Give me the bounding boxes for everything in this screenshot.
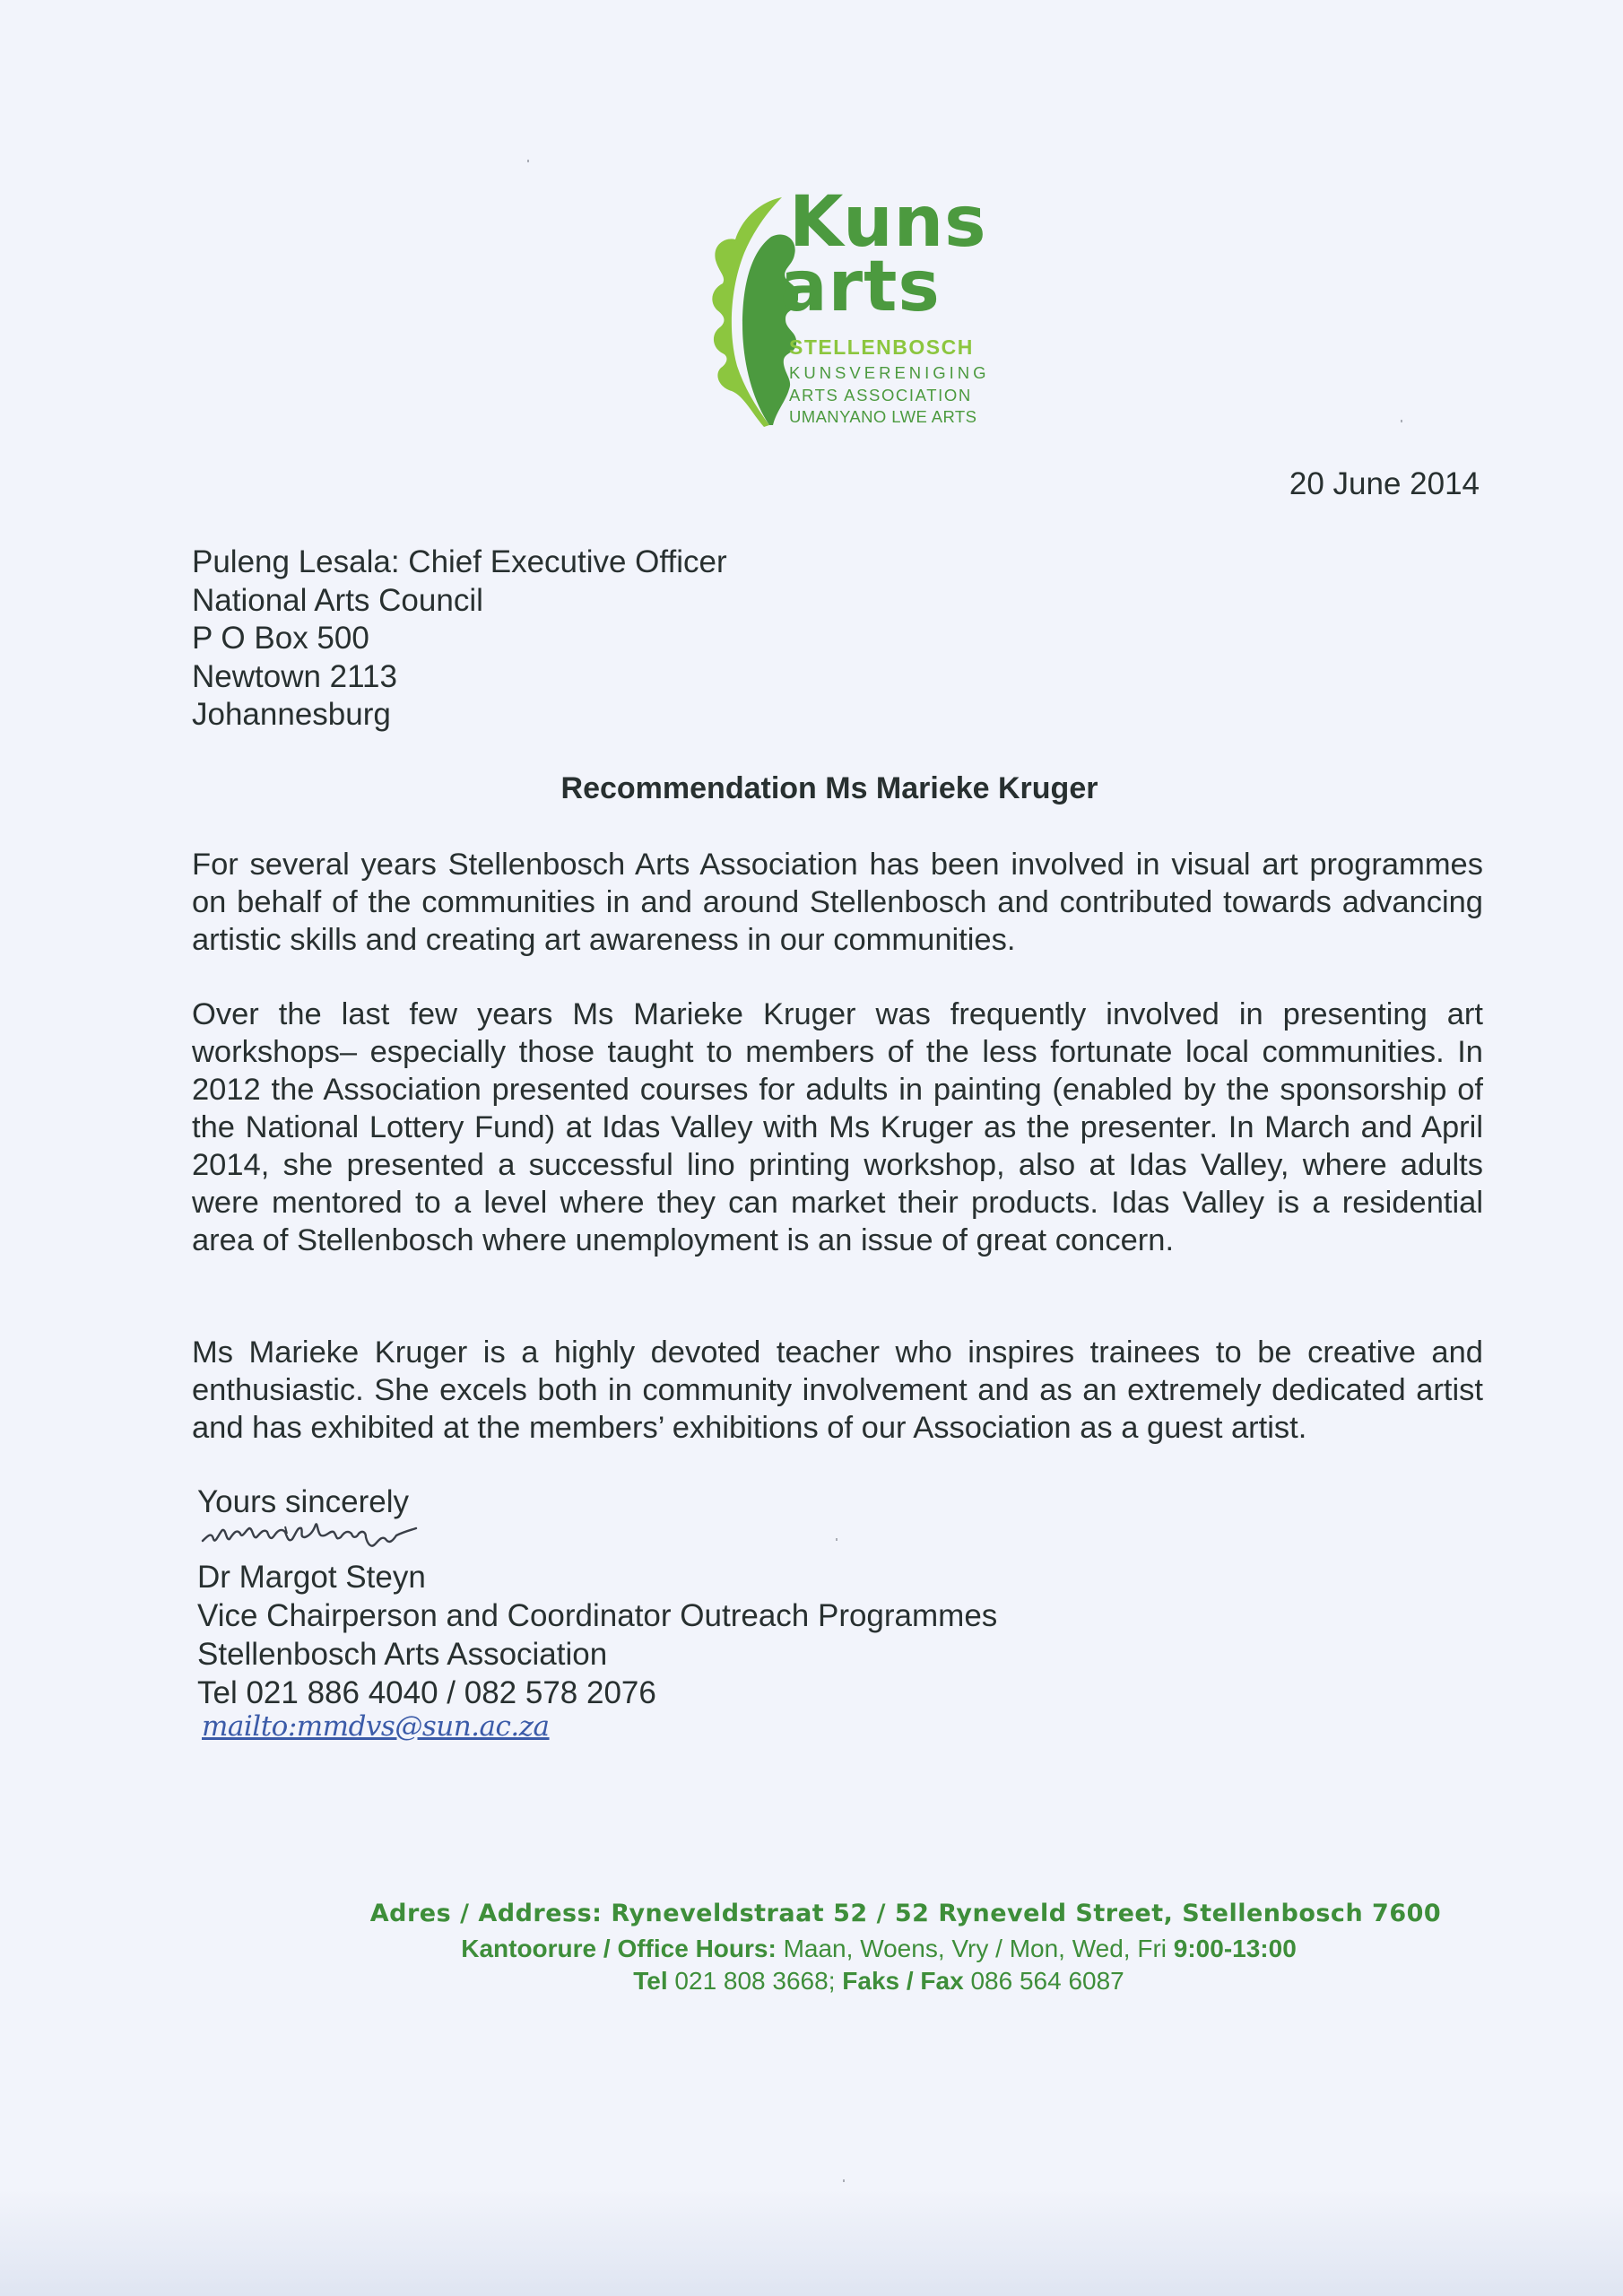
recipient-address <box>192 544 727 735</box>
footer-office-hours <box>135 1933 1623 1965</box>
footer-fax-value: 086 564 6087 <box>963 1967 1124 1995</box>
paragraph-text: Ms Marieke Kruger is a highly devoted teacher who inspires trainees to be creative and enthusiastic. She excels both in community involvement and as an extremely dedicated artist and has exhibited at the members’ exhibitions of our Association as a guest artist. <box>192 1335 1483 1445</box>
footer-tel-label: Tel <box>633 1967 668 1995</box>
logo-subline: ARTS ASSOCIATION <box>789 386 972 404</box>
scan-speck <box>527 160 529 162</box>
scan-speck <box>836 1538 838 1541</box>
paragraph-text: Over the last few years Ms Marieke Kruger was frequently involved in presenting art workshops– especially those taught to members of the less fortunate local communities. In 2012 the Association presented courses for adults in painting (enabled by the sponsorship of the National Lottery Fund) at Idas Valley with Ms Kruger as the presenter. In March and April 2014, she presented a successful lino printing workshop, also at Idas Valley, where adults were mentored to a level where they can market their products. Idas Valley is a residential area of Stellenbosch where unemployment is an issue of great concern. <box>192 997 1483 1257</box>
logo-word-kuns: Kuns <box>789 182 987 263</box>
footer-fax-label: Faks / Fax <box>842 1967 964 1995</box>
paragraph-text: For several years Stellenbosch Arts Association has been involved in visual art programmes on behalf of the communities in and around Stellenbosch and contributed towards advancing artistic skills and creating art awareness in our communities. <box>192 848 1483 957</box>
letter-date: 20 June 2014 <box>1289 466 1480 501</box>
signatory-name: Dr Margot Steyn <box>197 1560 426 1595</box>
recipient-line: National Arts Council <box>192 582 483 618</box>
letter-subject: Recommendation Ms Marieke Kruger <box>560 771 1098 805</box>
footer-hours-days: Maan, Woens, Vry / Mon, Wed, Fri <box>776 1935 1174 1962</box>
page-edge-shadow <box>0 2188 1623 2296</box>
body-paragraph <box>192 996 1483 1259</box>
closing: Yours sincerely <box>197 1484 410 1519</box>
logo-wordmark <box>780 182 987 327</box>
scan-speck <box>1401 420 1402 422</box>
letterhead-logo <box>699 182 990 430</box>
footer-address: Adres / Address: Ryneveldstraat 52 / 52 Ryneveld Street, Stellenbosch 7600 <box>369 1900 1442 1927</box>
recipient-line: Puleng Lesala: Chief Executive Officer <box>192 544 727 579</box>
logo-subline: UMANYANO LWE ARTS <box>789 407 977 426</box>
logo-subline: KUNSVERENIGING <box>789 363 990 382</box>
letterhead-footer <box>0 1900 1623 1997</box>
body-paragraph <box>192 846 1483 959</box>
footer-hours-time: 9:00-13:00 <box>1173 1935 1297 1962</box>
footer-hours-label: Kantoorure / Office Hours: <box>461 1935 777 1962</box>
logo-city: STELLENBOSCH <box>789 335 974 359</box>
recipient-line: Newtown 2113 <box>192 658 397 694</box>
scan-speck <box>843 2179 845 2182</box>
logo-word-arts: arts <box>780 247 941 327</box>
recipient-line: P O Box 500 <box>192 621 369 656</box>
signatory-organization: Stellenbosch Arts Association <box>197 1637 608 1672</box>
signatory-title: Vice Chairperson and Coordinator Outreach Programmes <box>197 1598 998 1633</box>
signature-block <box>197 1558 997 1712</box>
footer-tel-value: 021 808 3668; <box>667 1967 843 1995</box>
footer-contact <box>135 1965 1623 1997</box>
recipient-line: Johannesburg <box>192 697 391 732</box>
body-paragraph <box>192 1334 1483 1447</box>
signatory-phone: Tel 021 886 4040 / 082 578 2076 <box>197 1675 656 1710</box>
email-link[interactable]: mailto:mmdvs@sun.ac.za <box>202 1710 550 1743</box>
